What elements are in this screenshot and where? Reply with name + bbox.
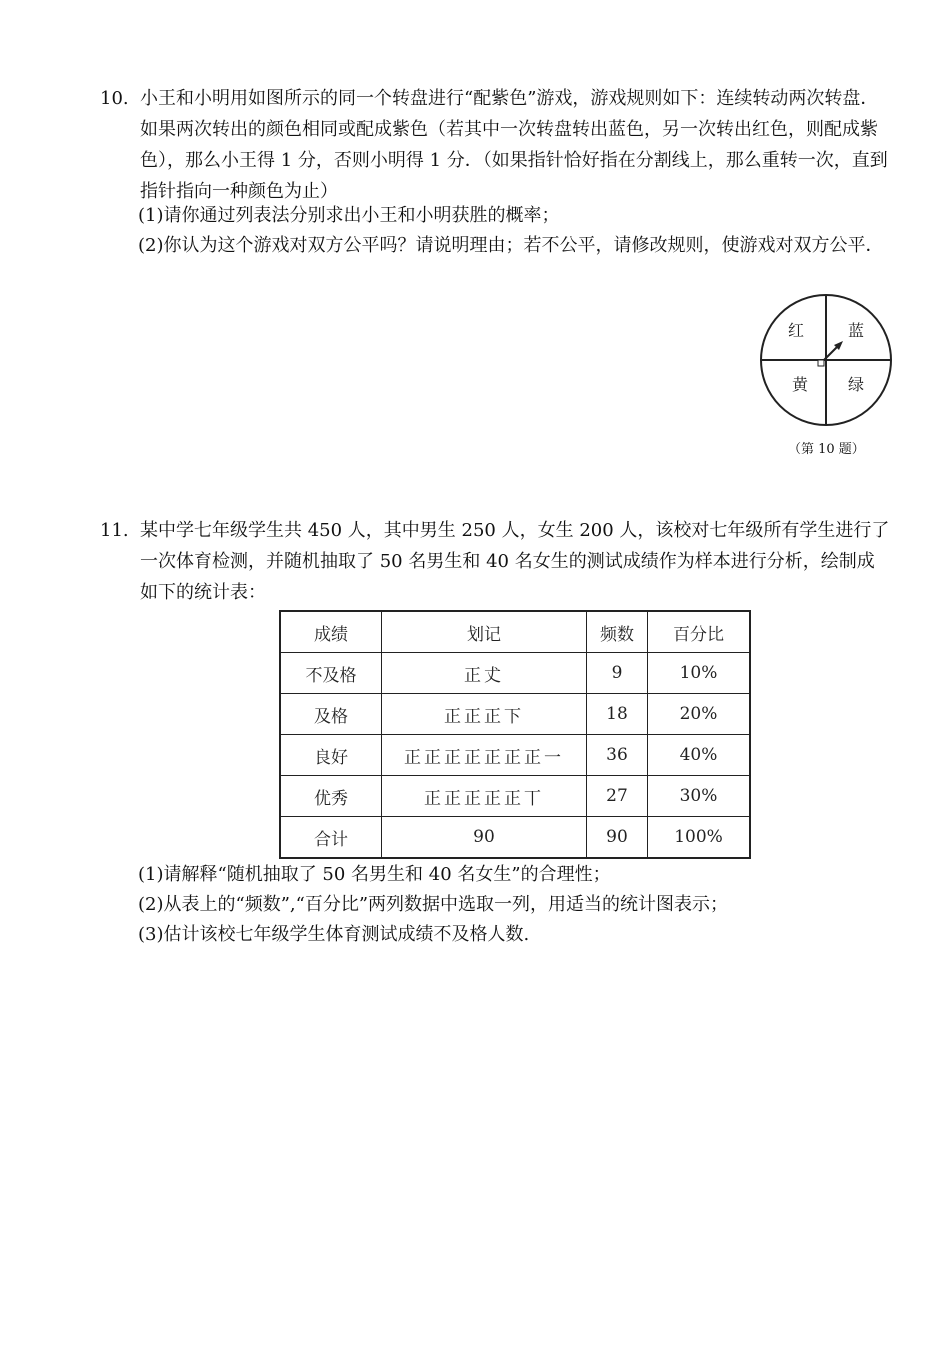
table-cell: 及格	[280, 694, 382, 735]
figure-caption: （第 10 题）	[788, 442, 865, 457]
table-cell: 100%	[648, 817, 751, 859]
header-cell: 划记	[382, 611, 587, 653]
table-cell-tally: 正正正正正正正一	[382, 735, 587, 776]
header-cell: 成绩	[280, 611, 382, 653]
question-10-text: 小王和小明用如图所示的同一个转盘进行“配紫色”游戏，游戏规则如下：连续转动两次转盘．如果两次转出的颜色相同或配成紫色（若其中一次转盘转出蓝色，另一次转出红色，则配成紫色），那么小王得 1 分，否则小明得 1 分．（如果指针恰好指在分割线上，那么重转一次，直到指针指向一种颜色为止）	[140, 88, 888, 202]
table-cell: 36	[587, 735, 648, 776]
table-cell: 90	[587, 817, 648, 859]
table-cell: 10%	[648, 653, 751, 694]
table-cell: 不及格	[280, 653, 382, 694]
spinner-label-yellow: 黄	[791, 375, 809, 394]
table-cell: 合计	[280, 817, 382, 859]
table-cell: 18	[587, 694, 648, 735]
table-cell: 良好	[280, 735, 382, 776]
spinner-label-green: 绿	[847, 375, 865, 394]
spinner-center-square	[818, 360, 824, 366]
question-11-stem	[100, 515, 892, 608]
question-10-part-1: (1)请你通过列表法分别求出小王和小明获胜的概率；	[138, 205, 560, 226]
table-row	[280, 653, 750, 694]
table-cell: 27	[587, 776, 648, 817]
question-11-part-1: (1)请解释“随机抽取了 50 名男生和 40 名女生”的合理性；	[138, 864, 611, 885]
table-header-row	[280, 611, 750, 653]
table-cell: 优秀	[280, 776, 382, 817]
spinner-label-blue: 蓝	[847, 321, 865, 340]
table-cell-tally: 正正正下	[382, 694, 587, 735]
spinner-diagram	[758, 292, 894, 428]
question-10-stem	[100, 83, 892, 207]
table-cell: 30%	[648, 776, 751, 817]
header-cell: 百分比	[648, 611, 751, 653]
table-cell: 9	[587, 653, 648, 694]
table-cell: 40%	[648, 735, 751, 776]
table-row-total	[280, 817, 750, 859]
question-11-text: 某中学七年级学生共 450 人，其中男生 250 人，女生 200 人，该校对七年级所有学生进行了一次体育检测，并随机抽取了 50 名男生和 40 名女生的测试成绩作为样本进行分析，绘制成如下的统计表：	[140, 520, 890, 603]
question-11-part-3: (3)估计该校七年级学生体育测试成绩不及格人数.	[138, 924, 530, 945]
question-10	[100, 83, 892, 207]
table-row	[280, 776, 750, 817]
header-cell: 频数	[587, 611, 648, 653]
question-11-number: 11.	[100, 520, 129, 541]
table-cell: 20%	[648, 694, 751, 735]
statistics-table	[279, 610, 751, 859]
question-10-number: 10.	[100, 88, 129, 109]
table-cell-tally: 正正正正正丅	[382, 776, 587, 817]
table-row	[280, 694, 750, 735]
spinner-label-red: 红	[787, 321, 805, 340]
question-11	[100, 515, 892, 608]
table-cell-tally: 正𠀋	[382, 653, 587, 694]
table-cell: 90	[382, 817, 587, 859]
table-row	[280, 735, 750, 776]
question-11-part-2: (2)从表上的“频数”,“百分比”两列数据中选取一列，用适当的统计图表示；	[138, 894, 729, 915]
question-10-part-2: (2)你认为这个游戏对双方公平吗？请说明理由；若不公平，请修改规则，使游戏对双方公平．	[138, 235, 884, 256]
